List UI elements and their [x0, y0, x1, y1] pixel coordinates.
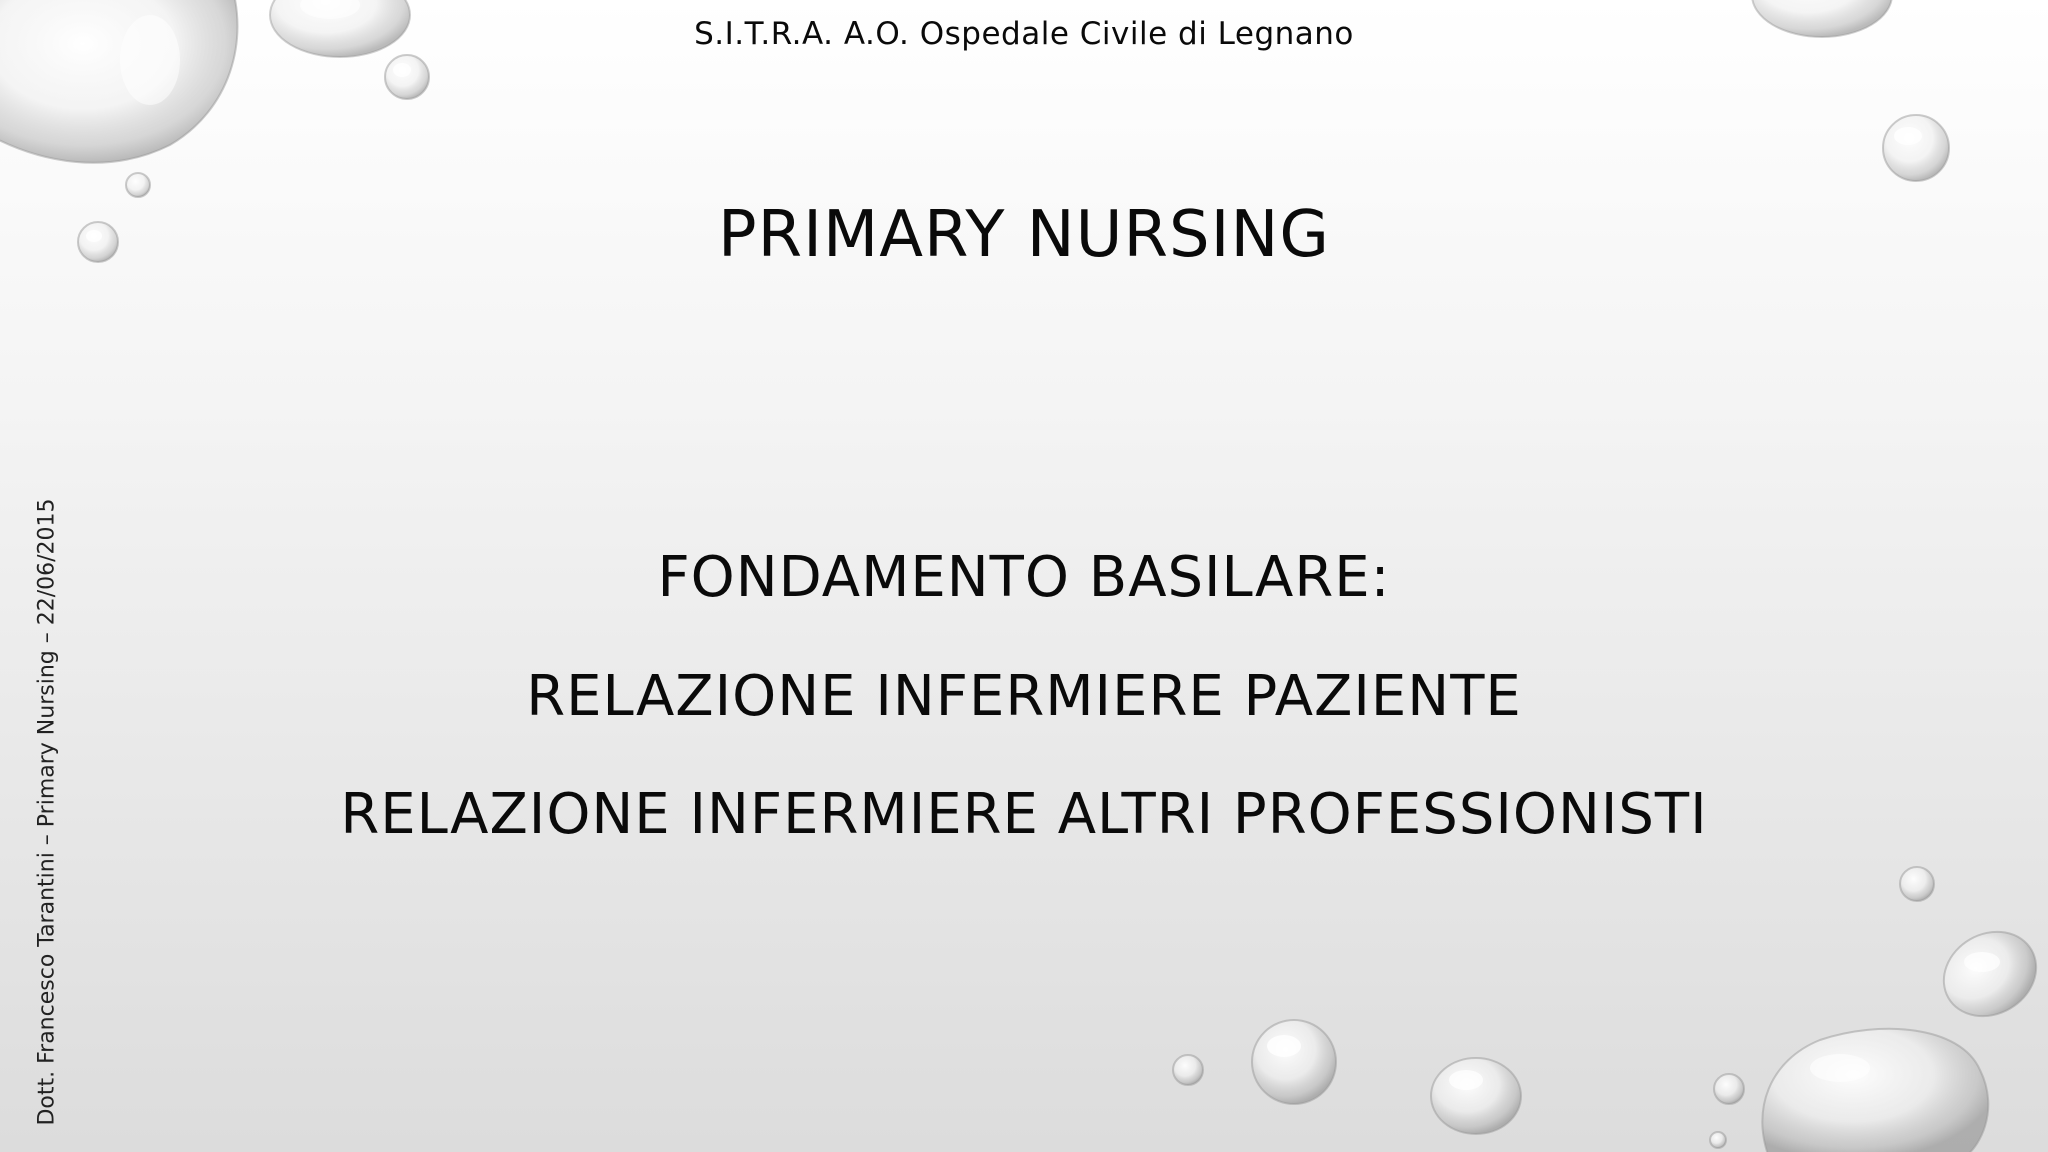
- water-drop: [1252, 1020, 1336, 1104]
- water-drop: [1900, 867, 1934, 901]
- slide-title: PRIMARY NURSING: [718, 198, 1330, 272]
- water-drop: [1431, 1058, 1521, 1134]
- water-drop: [126, 173, 150, 197]
- body-line-fondamento: FONDAMENTO BASILARE:: [657, 545, 1391, 610]
- water-drop: [1710, 1132, 1726, 1148]
- slide-footer: Dott. Francesco Tarantini – Primary Nursing – 22/06/2015: [34, 498, 60, 1126]
- water-drop: [385, 55, 429, 99]
- slide-header: S.I.T.R.A. A.O. Ospedale Civile di Legnano: [694, 16, 1354, 52]
- water-drop: [1883, 115, 1949, 181]
- water-drop: [1762, 1029, 1988, 1152]
- water-drop: [1714, 1074, 1744, 1104]
- water-drop: [1173, 1055, 1203, 1085]
- water-drop: [1928, 915, 2048, 1032]
- body-line-relazione-paziente: RELAZIONE INFERMIERE PAZIENTE: [526, 664, 1522, 729]
- body-line-relazione-professionisti: RELAZIONE INFERMIERE ALTRI PROFESSIONISTI: [340, 782, 1708, 847]
